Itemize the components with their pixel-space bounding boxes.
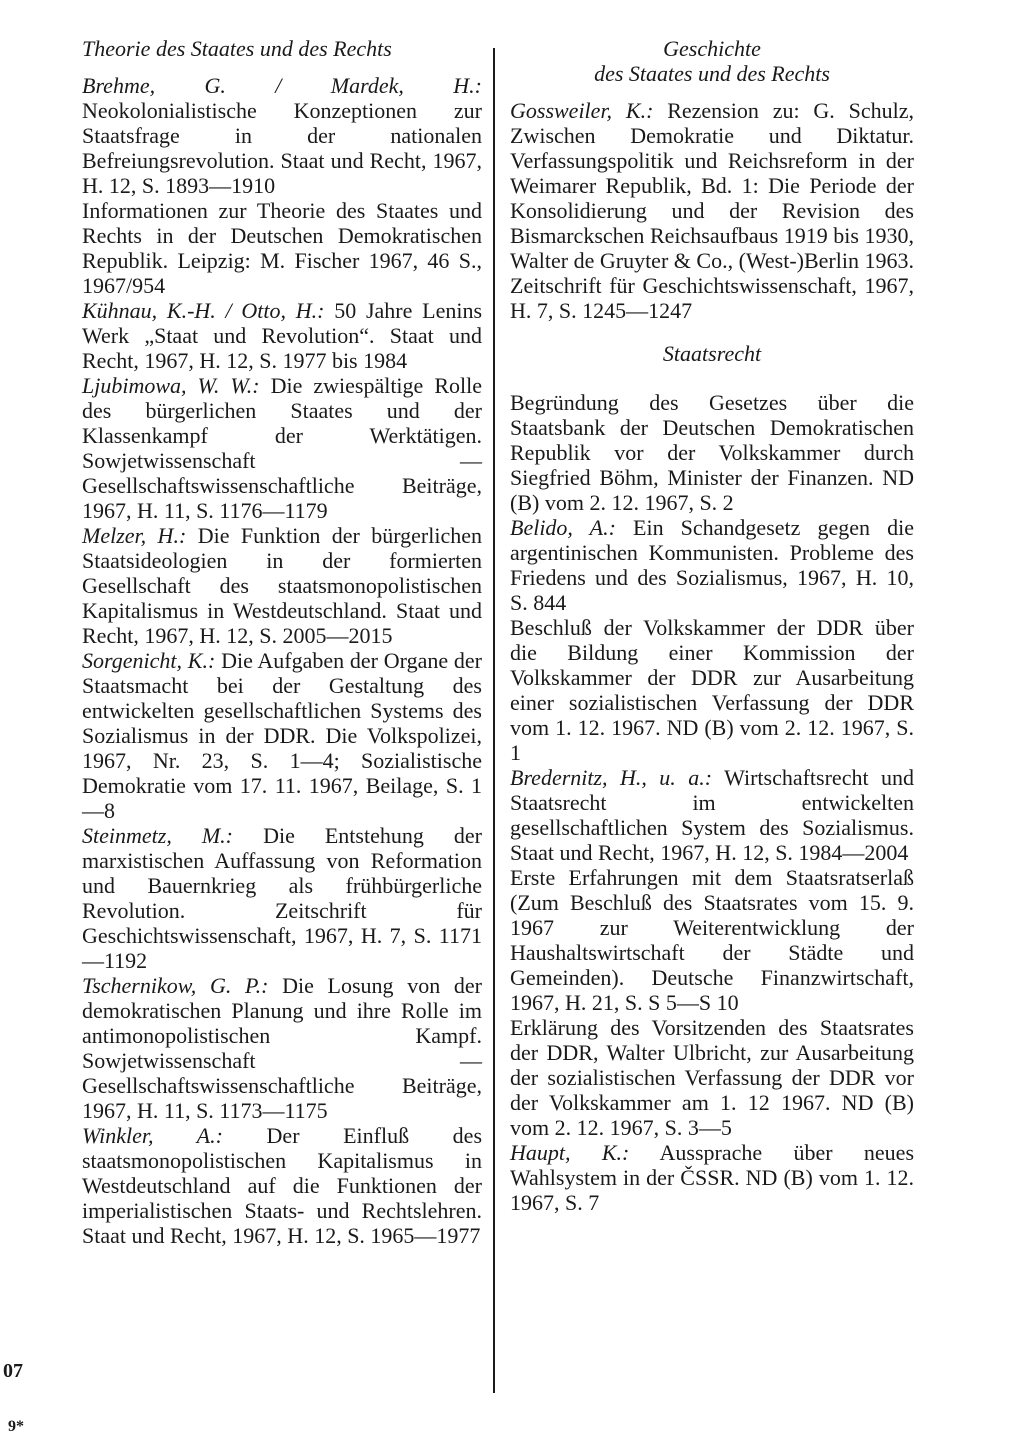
margin-number: 07 <box>3 1360 23 1382</box>
entry-text: Der Einfluß des staatsmonopolistischen Kapitalismus in Westdeutschland auf die Funktionen der imperialistischen Staats- und Rechtslehren. Staat und Recht, 1967, H. 12, S. 1965—1977 <box>82 1123 483 1248</box>
entry-text: Die Losung von der demokratischen Planung und ihre Rolle im antimonopolistischen Kampf. Sowjetwissenschaft — Gesellschaftswissenschaftliche Beiträge, 1967, H. 11, S. 1173—1175 <box>82 973 482 1123</box>
bibliography-entry <box>82 648 482 823</box>
left-column <box>82 36 482 1248</box>
heading-line-2: des Staates und des Rechts <box>594 61 830 86</box>
bibliography-entry <box>510 765 914 865</box>
entry-text: 50 Jahre Lenins Werk „Staat und Revolution“. Staat und Recht, 1967, H. 12, S. 1977 bis 1984 <box>82 298 483 373</box>
entry-text: Erklärung des Vorsitzenden des Staatsrates der DDR, Walter Ulbricht, zur Ausarbeitung der sozialistischen Verfassung der DDR vor der Volkskammer am 1. 12 1967. ND (B) vom 2. 12. 1967, S. 3—5 <box>510 1015 914 1140</box>
bibliography-entry <box>82 523 482 648</box>
entry-text: Die Aufgaben der Organe der Staatsmacht bei der Gestaltung des entwickelten gesellschaftlichen Systems des Sozialismus in der DDR. Die Volkspolizei, 1967, Nr. 23, S. 1—4; Sozialistische Demokratie vom 17. 11. 1967, Beilage, S. 1—8 <box>82 648 482 823</box>
bibliography-entry <box>510 615 914 765</box>
entry-author: Ljubimowa, W. W.: <box>82 373 260 398</box>
bibliography-entry <box>510 865 914 1015</box>
bibliography-entry <box>82 298 482 373</box>
right-column <box>510 36 914 1215</box>
signature-mark: 9* <box>8 1418 24 1435</box>
bibliography-entry <box>82 823 482 973</box>
entry-author: Sorgenicht, K.: <box>82 648 216 673</box>
entry-text: Begründung des Gesetzes über die Staatsbank der Deutschen Demokratischen Republik vor der Volkskammer durch Siegfried Böhm, Minister der Finanzen. ND (B) vom 2. 12. 1967, S. 2 <box>510 390 914 515</box>
entry-author: Belido, A.: <box>510 515 616 540</box>
entry-text: Die zwiespältige Rolle des bürgerlichen Staates und der Klassenkampf der Werktätigen. Sowjetwissenschaft — Gesellschaftswissenschaftliche Beiträge, 1967, H. 11, S. 1176—1179 <box>82 373 483 523</box>
column-divider <box>493 48 495 1393</box>
entry-author: Bredernitz, H., u. a.: <box>510 765 713 790</box>
entry-author: Kühnau, K.-H. / Otto, H.: <box>82 298 325 323</box>
section-heading-staatsrecht: Staatsrecht <box>662 341 762 366</box>
entry-text: Aussprache über neues Wahlsystem in der ČSSR. ND (B) vom 1. 12. 1967, S. 7 <box>510 1140 915 1215</box>
right-entries <box>510 98 914 323</box>
bibliography-entry <box>82 973 482 1123</box>
bibliography-entry <box>510 1140 914 1215</box>
entry-author: Tschernikow, G. P.: <box>82 973 269 998</box>
entry-text: Rezension zu: G. Schulz, Zwischen Demokratie und Diktatur. Verfassungspolitik und Reichsreform in der Weimarer Republik, Bd. 1: Die Periode der Konsolidierung und der Revision des Bismarckschen Reichsaufbaus 1919 bis 1930, Walter de Gruyter & Co., (West-)Berlin 1963. Zeitschrift für Geschichtswissenschaft, 1967, H. 7, S. 1245—1247 <box>510 98 914 323</box>
bibliography-entry <box>82 373 482 523</box>
section-heading-theorie: Theorie des Staates und des Rechts <box>82 36 392 61</box>
entry-author: Winkler, A.: <box>82 1123 223 1148</box>
entry-text: Die Entstehung der marxistischen Auffassung von Reformation und Bauernkrieg als frühbürgerliche Revolution. Zeitschrift für Geschichtswissenschaft, 1967, H. 7, S. 1171—1192 <box>82 823 482 973</box>
bibliography-entry <box>510 515 914 615</box>
bibliography-entry <box>82 73 482 198</box>
entry-text: Informationen zur Theorie des Staates und Rechts in der Deutschen Demokratischen Republik. Leipzig: M. Fischer 1967, 46 S., 1967/954 <box>82 198 482 298</box>
heading-line-1: Geschichte <box>663 36 761 61</box>
section-gap <box>510 323 914 341</box>
entry-author: Melzer, H.: <box>82 523 187 548</box>
entry-text: Die Funktion der bürgerlichen Staatsideologien in der formierten Gesellschaft des staatsmonopolistischen Kapitalismus in Westdeutschland. Staat und Recht, 1967, H. 12, S. 2005—2015 <box>82 523 482 648</box>
entry-author: Haupt, K.: <box>510 1140 630 1165</box>
bibliography-entry <box>82 1123 482 1248</box>
entry-author: Steinmetz, M.: <box>82 823 234 848</box>
bibliography-entry <box>510 390 914 515</box>
bibliography-entry <box>82 198 482 298</box>
entry-text: Beschluß der Volkskammer der DDR über die Bildung einer Kommission der Volkskammer der DDR zur Ausarbeitung einer sozialistischen Verfassung der DDR vom 1. 12. 1967. ND (B) vom 2. 12. 1967, S. 1 <box>510 615 914 765</box>
staatsrecht-entries <box>510 390 914 1215</box>
bibliography-entry <box>510 98 914 323</box>
section-heading-geschichte <box>510 36 914 86</box>
entry-author: Brehme, G. / Mardek, H.: <box>82 73 482 98</box>
entry-text: Wirtschaftsrecht und Staatsrecht im entwickelten gesellschaftlichen System des Sozialismus. Staat und Recht, 1967, H. 12, S. 1984—2004 <box>510 765 914 865</box>
entry-text: Neokolonialistische Konzeptionen zur Staatsfrage in der nationalen Befreiungsrevolution. Staat und Recht, 1967, H. 12, S. 1893—1910 <box>82 98 482 198</box>
entry-text: Ein Schandgesetz gegen die argentinischen Kommunisten. Probleme des Friedens und des Sozialismus, 1967, H. 10, S. 844 <box>510 515 915 615</box>
left-entries <box>82 73 482 1248</box>
entry-text: Erste Erfahrungen mit dem Staatsratserlaß (Zum Beschluß des Staatsrates vom 15. 9. 1967 zur Weiterentwicklung der Haushaltswirtschaft der Städte und Gemeinden). Deutsche Finanzwirtschaft, 1967, H. 21, S. S 5—S 10 <box>510 865 914 1015</box>
entry-author: Gossweiler, K.: <box>510 98 654 123</box>
bibliography-entry <box>510 1015 914 1140</box>
